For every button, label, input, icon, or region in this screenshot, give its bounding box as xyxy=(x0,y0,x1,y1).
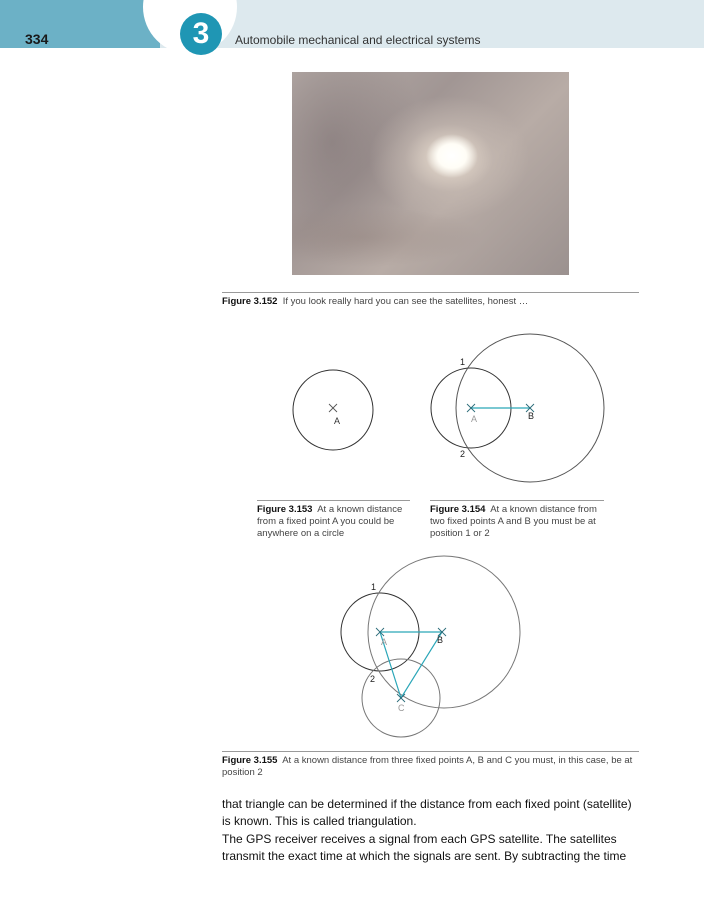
point-a-marker xyxy=(329,404,337,412)
position-2-label: 2 xyxy=(370,674,376,684)
page-number: 334 xyxy=(25,31,49,47)
point-b-label: B xyxy=(528,411,535,421)
header-accent-block xyxy=(0,0,160,48)
position-1-label: 1 xyxy=(460,357,466,367)
point-b-label: B xyxy=(437,635,444,645)
figure-label: Figure 3.153 xyxy=(257,504,313,515)
body-paragraph: The GPS receiver receives a signal from each GPS satellite. The satellites transmit the exact time at which the signals are sent. By subtracting the time xyxy=(222,832,627,863)
position-1-label: 1 xyxy=(371,582,377,592)
figure-label: Figure 3.155 xyxy=(222,755,278,766)
body-paragraph: that triangle can be determined if the distance from each fixed point (satellite) is known. This is called triangulation. xyxy=(222,797,632,828)
point-a-label: A xyxy=(334,416,341,426)
running-title: Automobile mechanical and electrical systems xyxy=(235,33,481,47)
sky-photo xyxy=(292,72,569,275)
point-a-label: A xyxy=(471,414,478,424)
caption-rule xyxy=(430,500,604,501)
figure-label: Figure 3.154 xyxy=(430,504,486,515)
distance-circle-a xyxy=(293,370,373,450)
two-circle-diagram xyxy=(420,325,615,490)
triangle-abc xyxy=(380,632,442,698)
single-circle-diagram xyxy=(285,360,385,460)
three-circle-diagram xyxy=(335,555,525,740)
figure-text: At a known distance from three fixed points A, B and C you must, in this case, be at position 2 xyxy=(222,755,633,778)
figure-text: At a known distance from two fixed points A and B you must be at position 1 or 2 xyxy=(430,504,597,539)
figure-caption-152 xyxy=(222,296,639,308)
figure-text: If you look really hard you can see the satellites, honest … xyxy=(282,296,529,307)
caption-rule xyxy=(222,292,639,293)
figure-caption-155 xyxy=(222,755,642,779)
figure-caption-154 xyxy=(430,504,608,540)
figure-caption-153 xyxy=(257,504,412,540)
point-a-label: A xyxy=(381,637,388,647)
position-2-label: 2 xyxy=(460,449,466,459)
caption-rule xyxy=(222,751,639,752)
figure-text: At a known distance from a fixed point A you could be anywhere on a circle xyxy=(257,504,403,539)
caption-rule xyxy=(257,500,410,501)
point-c-label: C xyxy=(398,703,405,713)
figure-label: Figure 3.152 xyxy=(222,296,278,307)
chapter-badge: 3 xyxy=(180,13,222,55)
